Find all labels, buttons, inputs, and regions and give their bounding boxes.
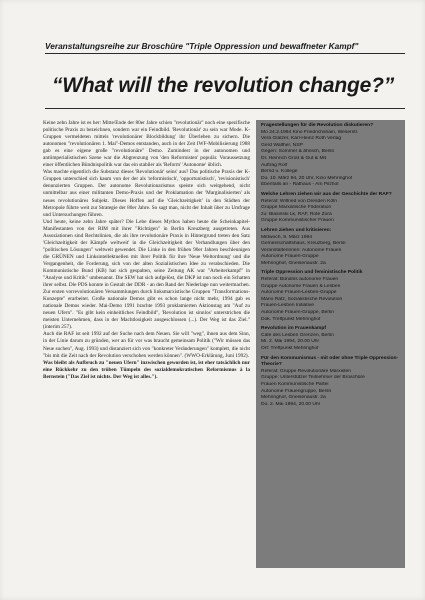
- paragraph: Auch die RAF ist seit 1992 auf der Suche nach dem Neuen. Sie will "weg", ihnen aus dem Sinn, in der Linie darum zu gründen, wer an für vor was braucht gemeinsam Politik ("Wir müssen das Neue suchen", Aug. 1993) und distanziert sich von "konkreter Veränderungen" komplett, die nicht "bis mit die Zeit nach der Revolution verschoben werden können". (WWO-Erklärung, Juni 1992).: [43, 331, 250, 359]
- sidebar-section: [261, 270, 400, 323]
- section-title: Lehren ziehen und kritisieren:: [261, 227, 332, 233]
- event-sidebar: [256, 120, 405, 568]
- section-line: Referat: Gruppe Revolutionäre Marxisten: [261, 368, 352, 374]
- section-line: Vera Glatzer, Karl-Heinz Roth Verlag: [261, 136, 342, 142]
- section-line: Ort: Treffpunkt Mehringhof: [261, 346, 319, 351]
- section-line: Do. 10. März 94, 20 Uhr, Kino Mehringhof: [261, 175, 353, 181]
- section-line: Dr. Heinrich Groß & Gut & Mit: [261, 155, 327, 161]
- section-line: Gegen: Sommer & ähnlich, Berlin: [261, 149, 335, 155]
- sidebar-section: [261, 356, 400, 409]
- section-line: Gruppe Autonome Frauen & Lesben: [261, 283, 341, 289]
- section-line: Referat: Bündnis autonome Frauen: [261, 277, 339, 283]
- section-line: Do. 2. Mai 1994, 20.00 Uhr: [261, 401, 321, 407]
- section-line: Gemeinschaftshaus, Kreuzberg, Berlin: [261, 241, 346, 247]
- section-line: Bernd u. Kollege: [261, 169, 298, 175]
- section-title: Triple Oppression und feministische Politik: [261, 270, 363, 276]
- section-line: Autonome Frauen-Gruppe: [261, 254, 319, 260]
- title-rule: [45, 108, 405, 109]
- section-line: Autonome Frauengruppe, Berlin: [261, 388, 332, 394]
- section-line: Ebenfalls an - Rathaus - Am Pilzhof: [261, 182, 339, 188]
- section-line: Referat: Wilfried von Dresden Köln: [261, 198, 338, 204]
- paragraph: Keine zehn Jahre ist es her: Mitte/Ende der 80er Jahre schien "revolutionär" noch eine spezifische politische Praxis zu bezeichnen, sondern war ein Feindbild. 'Revolutionär' zu sein war Mode. K-Gruppen vermeldeten mittels 'revolutionärer Blockbildung' ihr Überleben zu sichern. Die autonomen "revolutionären 1. Mai"-Demos entstanden, auch in der Zeit IWF-Mobilisierung 1988 gab es eine eigene große "revolutionäre" Demo. Zumindest in der autonomen und antiimperialistischen Szene war die Abgrenzung von 'den Reformisten' populär. Voraussetzung einer öffentlichen Bündnispolitik war das ein stabiler als 'Reform' 'Autonome' üblich.: [43, 120, 250, 169]
- top-rule: [45, 53, 405, 54]
- series-line: Veranstaltungsreihe zur Broschüre "Triple Oppression und bewaffneter Kampf": [45, 41, 359, 51]
- section-line: Gruppe: Unterstützer Teilnehmer der Broschüre: [261, 375, 365, 381]
- section-line: Mittwoch, 9. März 1994: [261, 234, 313, 240]
- sidebar-section: [261, 192, 400, 225]
- section-line: Mehringhof, Gneisenaustr. 2a: [261, 260, 326, 266]
- section-line: Veranstalterinnen: Autonome Frauen: [261, 247, 342, 253]
- section-line: Frauen-Lesben Initiative: [261, 303, 314, 309]
- page-title: “What will the revolution change?”: [51, 74, 395, 97]
- section-line: Frauen Kommunistische Partei: [261, 381, 329, 387]
- section-line: Mi. 2. Mai 1994, 20.00 Uhr: [261, 339, 320, 345]
- section-title: Revolution im Frauenkampf: [261, 326, 327, 332]
- section-line: Gerd Walther, NSP: [261, 142, 303, 148]
- section-title: Fragestellungen für die Revolution diskutieren?: [261, 123, 374, 128]
- section-line: Dok. Treffpunkt Mehringhof: [261, 316, 321, 322]
- section-line: Gruppe Marxistische Föderation: [261, 205, 332, 211]
- section-line: Gruppe Kommunistischer Frauen: [261, 218, 334, 224]
- section-line: Auftrag Rolf: [261, 162, 288, 168]
- section-line: zu: Blasinski Lk, RAF, Rote Zora: [261, 211, 332, 217]
- sidebar-section: [261, 123, 400, 189]
- section-title: Für den Kommunismus - mit oder ohne Triple Oppression-Theorie?: [261, 355, 399, 368]
- section-line: Autonome Frauen-Lesben-Gruppe: [261, 290, 337, 296]
- section-line: Mehringhof, Gneisenaustr. 2a: [261, 395, 326, 401]
- section-line: Mo 24.2.1994 Kino Friedrichshain, Weserstr.: [261, 129, 359, 135]
- paragraph: Was machte eigentlich die Substanz dieses 'Revolutionär' seins' aus? Das politische Praxis der K-Gruppen unterschied sich kaum von der der als 'reformistisch', 'opportunistisch', 'revisionistisch' denunzierten Gruppen. Der autonome Revolutionarismus speiste sich weitgehend, nicht unmittelbar aus einer militanten Demo-Praxis und der Proklamation der 'Marginalisierten' als neues revolutionäres Subjekt. Dieses Hoffen auf die 'Gleichzeitigkeit' in den Städten der Metropole führte weit zur Strategie der 80er Jahre. So sagt man, nicht der Inhalt über zu Umfrage und Untersuchungen führen.: [43, 169, 250, 218]
- section-line: Café des Lesben Grenzen, Berlin: [261, 332, 335, 338]
- section-line: Autonome Frauen-Gruppe, Berlin: [261, 310, 335, 316]
- section-line: Mario Ratz, Sozialistische Revolution: [261, 296, 343, 302]
- sidebar-section: [261, 228, 400, 268]
- sidebar-section: [261, 326, 400, 352]
- paragraph: Und heute, keine zehn Jahre später? Die Lebe dieses Mythos haben heute die Scheinkapitel-Manifestanten von der RIM mit ihrer "Richtigen" in Berlin Kreuzberg ausgetreten. Aus Assoziationen sind Rechtslinien, die als ihre revolutionäre Praxis in Hintergrund treten den Satz 'Gleichzeitigkeit der Kämpfe weltweit' in die Gleichzeitigkeit der Verhandlungen über den "politischen Lösungen" weltweit gewendet. Die Linke in den frühen 90er Jahren beschleunigen die GRÜNEN und Linksintellektuellen mit ihrer Politik für ihre 'Neue Weltordnung' und die Vergangenheit, die Forderung, sich von der alten Sozialistischen Idee zu verabschieden. Die Kommunistische Bund (KB) hat sich gespalten, seine Zeitung AK war "Arbeiterkampf" in "Analyse und Kritik" umbenannt. Die SEW hat sich aufgelöst, die DKP ist nun noch ein Schatten ihrer selbst. Die PDS konnte in Gestalt der DDR - an den Rand der Niederlage nun weitermachen. Zur ersten vorrevolutionären Versammlungen durch linksmarxistische Gruppen "Transformations-Konzepte" erarbeitet. Große nationale Demos gibt es schon lange nicht mehr, 1994 gab es nationale Demos wieder. Mai-Demo 1991 brachte 1993 proklamierten Aktionstag am "Auf zu neuen Ufern". "Es gibt kein einheitliches Feindbild", 'Revolution ist sinnlos' unterstrichen die meisten Unternehmen, dass in der Machtlosigkeit ausgeschlossen (...). Der Weg ist das Ziel." (interim 257).: [43, 218, 250, 331]
- main-text-column: [43, 120, 250, 575]
- section-title: Welche Lehren ziehen wir aus der Geschichte der RAF?: [261, 191, 392, 197]
- paragraph: Was bleibt als Aufbruch zu "neuen Ufern" inzwischen geworden ist, ist eher tatsächlich nur eine Rückkehr zu den trüben Tümpeln des sozialdemokratischen Reformismus à la Bernstein ("Das Ziel ist nichts. Der Weg ist alles.").: [43, 359, 250, 380]
